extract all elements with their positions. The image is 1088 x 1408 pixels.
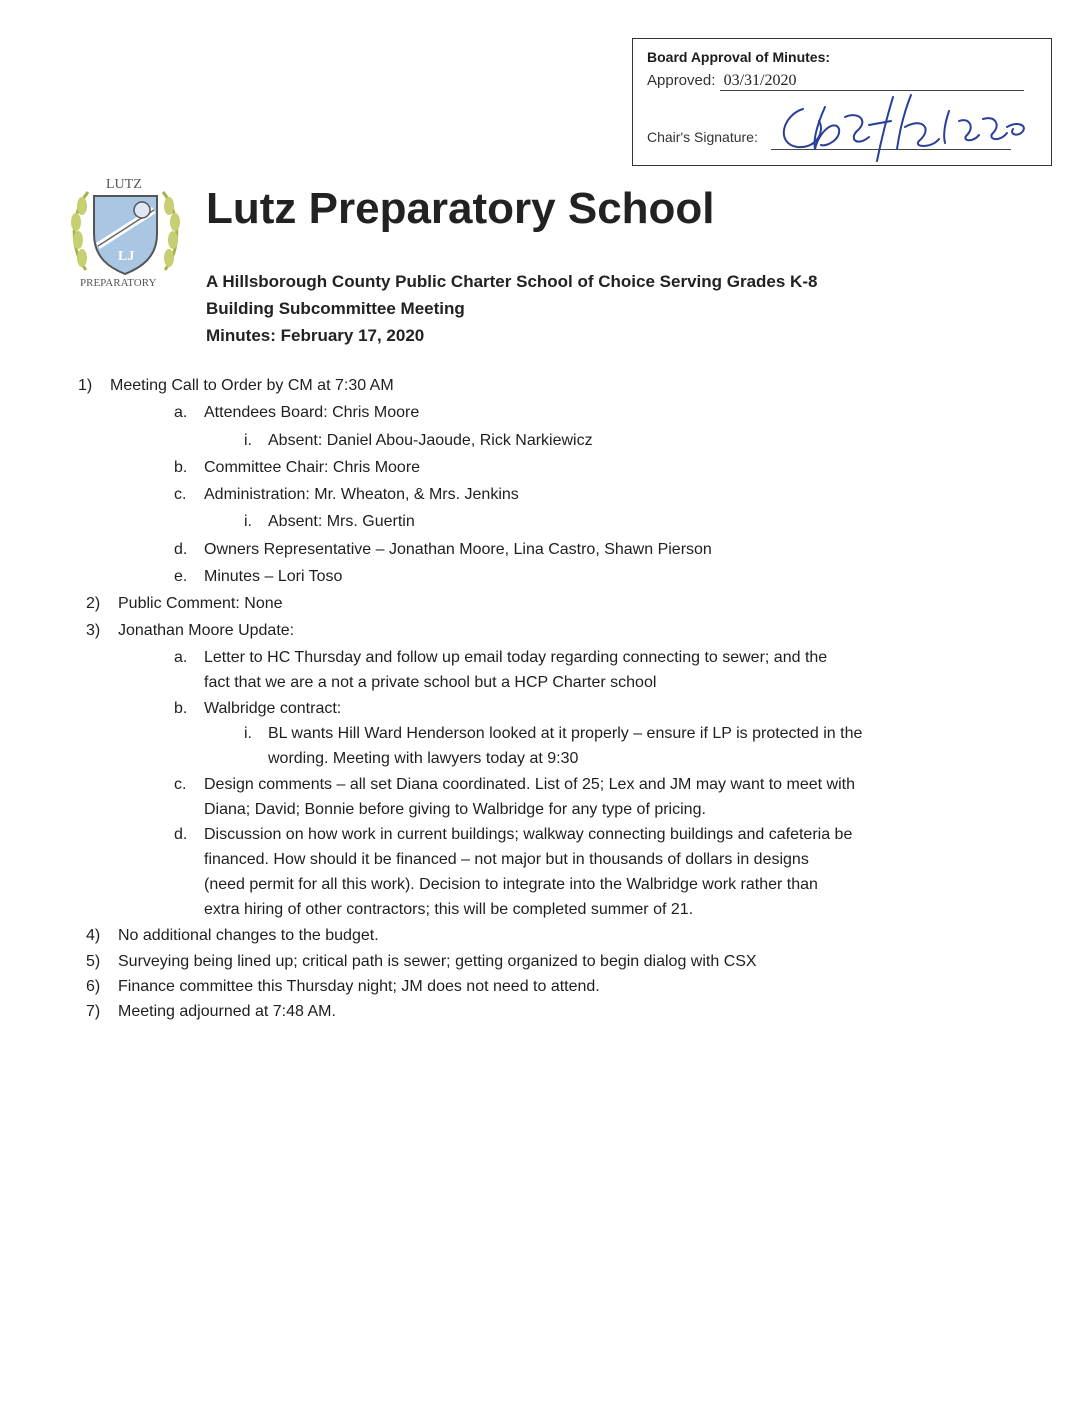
item-number: 1)	[78, 377, 93, 394]
approval-title: Board Approval of Minutes:	[647, 49, 831, 65]
financing-discussion-line3: (need permit for all this work). Decision to integrate into the Walbridge work rather than	[204, 876, 818, 893]
sub-marker: b.	[174, 700, 188, 717]
contract-review-line1: BL wants Hill Ward Henderson looked at it properly – ensure if LP is protected in the	[268, 725, 863, 742]
sub-marker: c.	[174, 776, 187, 793]
approved-line	[647, 72, 1024, 91]
logo-shield-text: LJ	[118, 249, 135, 264]
committee-chair: Committee Chair: Chris Moore	[204, 459, 421, 476]
financing-discussion-line1: Discussion on how work in current buildings; walkway connecting buildings and cafeteria be	[204, 826, 853, 843]
minutes-taker: Minutes – Lori Toso	[204, 568, 343, 585]
school-logo	[68, 170, 183, 295]
finance-committee-note: Finance committee this Thursday night; JM does not need to attend.	[118, 978, 600, 995]
sub-marker: d.	[174, 826, 188, 843]
sewer-letter-line1: Letter to HC Thursday and follow up email today regarding connecting to sewer; and the	[204, 649, 828, 666]
subtitle-meeting: Building Subcommittee Meeting	[206, 299, 465, 318]
sub-marker: d.	[174, 541, 188, 558]
sub-marker: i.	[244, 432, 252, 449]
meeting-adjourned: Meeting adjourned at 7:48 AM.	[118, 1003, 336, 1020]
school-name: Lutz Preparatory School	[206, 184, 715, 233]
administration-absent: Absent: Mrs. Guertin	[268, 513, 415, 530]
chair-signature	[773, 91, 1033, 163]
item-number: 2)	[86, 595, 101, 612]
item-number: 5)	[86, 953, 101, 970]
surveying-note: Surveying being lined up; critical path is sewer; getting organized to begin dialog with CSX	[118, 953, 757, 970]
sub-marker: c.	[174, 486, 187, 503]
approved-label: Approved:	[647, 72, 716, 89]
subtitle-charter: A Hillsborough County Public Charter School of Choice Serving Grades K-8	[206, 272, 818, 291]
logo-top-text: LUTZ	[106, 177, 142, 192]
sewer-letter-line2: fact that we are a not a private school but a HCP Charter school	[204, 674, 657, 691]
item-number: 4)	[86, 927, 101, 944]
financing-discussion-line2: financed. How should it be financed – not major but in thousands of dollars in designs	[204, 851, 809, 868]
financing-discussion-line4: extra hiring of other contractors; this will be completed summer of 21.	[204, 901, 694, 918]
sub-marker: a.	[174, 404, 188, 421]
design-comments-line2: Diana; David; Bonnie before giving to Walbridge for any type of pricing.	[204, 801, 706, 818]
item-number: 6)	[86, 978, 101, 995]
signature-label: Chair's Signature:	[647, 129, 758, 145]
owners-representative: Owners Representative – Jonathan Moore, Lina Castro, Shawn Pierson	[204, 541, 712, 558]
contract-review-line2: wording. Meeting with lawyers today at 9:30	[268, 750, 579, 767]
board-absent: Absent: Daniel Abou-Jaoude, Rick Narkiewicz	[268, 432, 593, 449]
sub-marker: a.	[174, 649, 188, 666]
logo-bottom-text: PREPARATORY	[80, 277, 157, 289]
sub-marker: i.	[244, 513, 252, 530]
item-call-to-order: Meeting Call to Order by CM at 7:30 AM	[110, 377, 394, 394]
jonathan-moore-update: Jonathan Moore Update:	[118, 622, 295, 639]
administration: Administration: Mr. Wheaton, & Mrs. Jenkins	[204, 486, 519, 503]
public-comment: Public Comment: None	[118, 595, 283, 612]
item-number: 7)	[86, 1003, 101, 1020]
attendees-board: Attendees Board: Chris Moore	[204, 404, 420, 421]
sub-marker: i.	[244, 725, 252, 742]
budget-note: No additional changes to the budget.	[118, 927, 379, 944]
design-comments-line1: Design comments – all set Diana coordinated. List of 25; Lex and JM may want to meet with	[204, 776, 855, 793]
subtitle-date: Minutes: February 17, 2020	[206, 326, 425, 345]
item-number: 3)	[86, 622, 101, 639]
approval-box	[632, 38, 1052, 166]
walbridge-contract: Walbridge contract:	[204, 700, 342, 717]
sub-marker: b.	[174, 459, 188, 476]
approved-date: 03/31/2020	[720, 72, 1024, 91]
sub-marker: e.	[174, 568, 188, 585]
